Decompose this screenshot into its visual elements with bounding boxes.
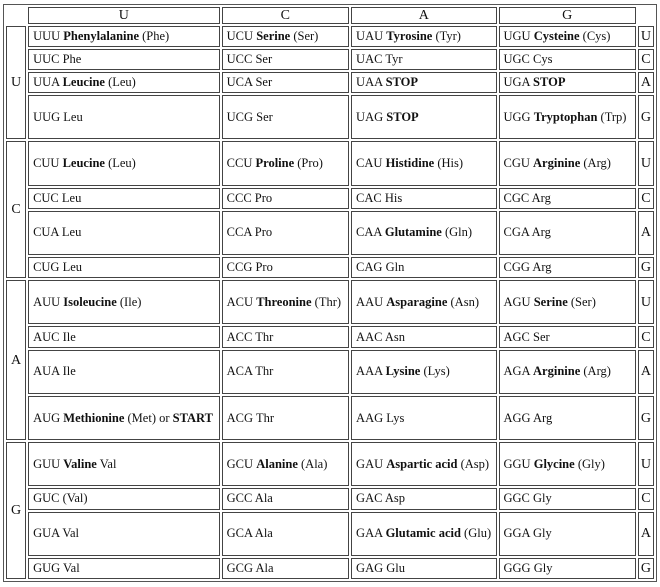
codon-text: UGG xyxy=(503,109,534,124)
codon-text: GUG Val xyxy=(33,560,80,575)
codon-cell-g xyxy=(499,95,636,139)
codon-cell-c xyxy=(222,95,349,139)
codon-text: GGA Gly xyxy=(503,526,552,541)
codon-cell-u xyxy=(28,26,220,47)
codon-row xyxy=(6,442,654,486)
codon-cell-c xyxy=(222,512,349,556)
codon-text: (Tyr) xyxy=(432,29,461,44)
amino-acid-name: Lysine xyxy=(385,364,421,379)
codon-cell-c xyxy=(222,442,349,486)
codon-cell-c xyxy=(222,280,349,324)
codon-cell-u xyxy=(28,49,220,70)
codon-text: CAA xyxy=(356,225,385,240)
codon-cell-a xyxy=(351,558,496,579)
codon-text: (Phe) xyxy=(139,29,170,44)
codon-text: CGU xyxy=(503,156,534,171)
codon-text: UCA Ser xyxy=(226,75,273,90)
codon-cell-g xyxy=(499,512,636,556)
codon-text: ACA Thr xyxy=(226,364,274,379)
codon-text: UCU xyxy=(226,29,257,44)
codon-text: CAU xyxy=(356,156,386,171)
codon-row xyxy=(6,488,654,509)
codon-text: UGC Cys xyxy=(503,52,553,67)
amino-acid-name: STOP xyxy=(533,75,566,90)
codon-text: (Lys) xyxy=(420,364,450,379)
codon-text: AUG xyxy=(33,410,64,425)
codon-text: CUA Leu xyxy=(33,225,82,240)
codon-text: (Gly) xyxy=(574,456,605,471)
amino-acid-name: Phenylalanine xyxy=(63,29,139,44)
amino-acid-name: Leucine xyxy=(62,156,105,171)
amino-acid-name: Tryptophan xyxy=(533,109,598,124)
codon-text: GAG Glu xyxy=(356,560,406,575)
codon-text: (Arg) xyxy=(580,364,611,379)
codon-text: (Ile) xyxy=(116,294,142,309)
codon-text: (Cys) xyxy=(579,29,611,44)
codon-cell-g xyxy=(499,49,636,70)
codon-cell-g xyxy=(499,442,636,486)
codon-cell-a xyxy=(351,488,496,509)
codon-text: GCA Ala xyxy=(226,526,273,541)
codon-cell-c xyxy=(222,141,349,185)
codon-cell-g xyxy=(499,26,636,47)
codon-row xyxy=(6,326,654,347)
codon-text: (Asn) xyxy=(447,294,479,309)
amino-acid-name: STOP xyxy=(386,109,419,124)
codon-cell-u xyxy=(28,72,220,93)
codon-cell-a xyxy=(351,350,496,394)
codon-row xyxy=(6,141,654,185)
codon-cell-u xyxy=(28,280,220,324)
codon-cell-a xyxy=(351,141,496,185)
codon-text: (Arg) xyxy=(580,156,611,171)
codon-cell-c xyxy=(222,72,349,93)
amino-acid-name: Aspartic acid xyxy=(386,456,458,471)
codon-table-body xyxy=(6,26,654,579)
third-base-label: C xyxy=(638,188,654,209)
codon-row xyxy=(6,211,654,255)
codon-text: GGG Gly xyxy=(503,560,553,575)
codon-text: ACU xyxy=(226,294,257,309)
codon-text: UCC Ser xyxy=(226,52,273,67)
codon-cell-g xyxy=(499,188,636,209)
codon-cell-c xyxy=(222,396,349,440)
codon-cell-u xyxy=(28,257,220,278)
codon-cell-a xyxy=(351,188,496,209)
amino-acid-name: STOP xyxy=(385,75,418,90)
codon-text: AUC Ile xyxy=(33,329,76,344)
first-base-label: G xyxy=(6,442,26,579)
codon-cell-u xyxy=(28,512,220,556)
amino-acid-name: Leucine xyxy=(62,75,105,90)
codon-text: (Trp) xyxy=(597,109,627,124)
codon-row xyxy=(6,257,654,278)
codon-cell-c xyxy=(222,350,349,394)
codon-cell-u xyxy=(28,442,220,486)
codon-cell-g xyxy=(499,350,636,394)
codon-cell-a xyxy=(351,512,496,556)
third-base-label: C xyxy=(638,49,654,70)
codon-cell-g xyxy=(499,257,636,278)
codon-text: GGU xyxy=(503,456,534,471)
codon-row xyxy=(6,95,654,139)
codon-row xyxy=(6,350,654,394)
amino-acid-name: Arginine xyxy=(533,156,581,171)
codon-text: UCG Ser xyxy=(226,109,273,124)
codon-cell-u xyxy=(28,396,220,440)
codon-cell-u xyxy=(28,141,220,185)
codon-text: UUC Phe xyxy=(33,52,82,67)
third-base-label: G xyxy=(638,257,654,278)
codon-text: GAA xyxy=(356,526,386,541)
codon-text: (Asp) xyxy=(457,456,490,471)
codon-cell-a xyxy=(351,396,496,440)
codon-cell-a xyxy=(351,72,496,93)
column-header-g: G xyxy=(499,7,636,24)
codon-text: GUU xyxy=(33,456,64,471)
codon-cell-u xyxy=(28,488,220,509)
codon-row xyxy=(6,72,654,93)
amino-acid-name: START xyxy=(172,410,213,425)
amino-acid-name: Serine xyxy=(533,294,568,309)
codon-text: (Pro) xyxy=(294,156,323,171)
codon-text: UAA xyxy=(356,75,386,90)
codon-text: Val xyxy=(96,456,117,471)
codon-text: GCG Ala xyxy=(226,560,274,575)
codon-row xyxy=(6,188,654,209)
codon-row xyxy=(6,396,654,440)
third-base-label: U xyxy=(638,280,654,324)
codon-cell-a xyxy=(351,26,496,47)
codon-row xyxy=(6,512,654,556)
third-base-label: U xyxy=(638,141,654,185)
codon-cell-g xyxy=(499,280,636,324)
codon-cell-c xyxy=(222,188,349,209)
codon-text: (Leu) xyxy=(104,156,136,171)
amino-acid-name: Serine xyxy=(256,29,291,44)
codon-text: UUA xyxy=(33,75,63,90)
third-base-label: G xyxy=(638,558,654,579)
codon-cell-a xyxy=(351,211,496,255)
amino-acid-name: Tyrosine xyxy=(386,29,433,44)
codon-text: CCA Pro xyxy=(226,225,273,240)
third-base-label: C xyxy=(638,326,654,347)
codon-text: UGA xyxy=(503,75,534,90)
amino-acid-name: Valine xyxy=(63,456,97,471)
third-base-label: C xyxy=(638,488,654,509)
third-base-label: U xyxy=(638,442,654,486)
header-row xyxy=(6,7,654,24)
codon-cell-u xyxy=(28,350,220,394)
codon-text: (His) xyxy=(434,156,464,171)
amino-acid-name: Isoleucine xyxy=(63,294,117,309)
codon-cell-a xyxy=(351,257,496,278)
codon-text: AUA Ile xyxy=(33,364,76,379)
codon-cell-a xyxy=(351,49,496,70)
codon-text: (Met) or xyxy=(124,410,173,425)
codon-text: GCU xyxy=(226,456,257,471)
codon-text: CGA Arg xyxy=(503,225,551,240)
codon-text: ACG Thr xyxy=(226,410,274,425)
codon-cell-u xyxy=(28,188,220,209)
codon-text: GAU xyxy=(356,456,387,471)
amino-acid-name: Cysteine xyxy=(533,29,580,44)
codon-text: (Glu) xyxy=(460,526,492,541)
codon-cell-g xyxy=(499,326,636,347)
codon-text: GGC Gly xyxy=(503,491,552,506)
codon-text: AAA xyxy=(356,364,386,379)
codon-text: UAU xyxy=(356,29,387,44)
amino-acid-name: Glutamic acid xyxy=(385,526,461,541)
codon-text: (Ser) xyxy=(290,29,319,44)
codon-text: AGU xyxy=(503,294,534,309)
codon-cell-g xyxy=(499,396,636,440)
codon-text: UUG Leu xyxy=(33,109,83,124)
third-base-label: A xyxy=(638,72,654,93)
codon-text: AUU xyxy=(33,294,64,309)
codon-text: AGC Ser xyxy=(503,329,550,344)
column-header-c: C xyxy=(222,7,349,24)
codon-text: AAC Asn xyxy=(356,329,406,344)
codon-cell-u xyxy=(28,95,220,139)
codon-cell-a xyxy=(351,95,496,139)
amino-acid-name: Methionine xyxy=(63,410,125,425)
codon-text: AGA xyxy=(503,364,534,379)
first-base-label: A xyxy=(6,280,26,440)
codon-cell-u xyxy=(28,326,220,347)
codon-text: UAC Tyr xyxy=(356,52,403,67)
codon-row xyxy=(6,26,654,47)
amino-acid-name: Alanine xyxy=(256,456,298,471)
codon-cell-c xyxy=(222,49,349,70)
codon-text: CUU xyxy=(33,156,63,171)
codon-text: CGC Arg xyxy=(503,190,551,205)
header-corner-right xyxy=(638,7,654,24)
codon-text: UUU xyxy=(33,29,64,44)
codon-text: (Ala) xyxy=(297,456,328,471)
codon-text: CUC Leu xyxy=(33,190,82,205)
codon-cell-a xyxy=(351,280,496,324)
first-base-label: U xyxy=(6,26,26,139)
codon-row xyxy=(6,49,654,70)
codon-cell-g xyxy=(499,558,636,579)
codon-cell-a xyxy=(351,326,496,347)
codon-table xyxy=(3,4,657,582)
codon-text: GUC (Val) xyxy=(33,491,88,506)
codon-text: ACC Thr xyxy=(226,329,274,344)
amino-acid-name: Histidine xyxy=(385,156,435,171)
codon-text: (Ser) xyxy=(567,294,596,309)
codon-cell-g xyxy=(499,488,636,509)
codon-text: (Gln) xyxy=(441,225,473,240)
codon-text: CCU xyxy=(226,156,256,171)
codon-text: CGG Arg xyxy=(503,260,552,275)
amino-acid-name: Glutamine xyxy=(384,225,442,240)
codon-cell-c xyxy=(222,211,349,255)
amino-acid-name: Arginine xyxy=(533,364,581,379)
codon-cell-g xyxy=(499,211,636,255)
codon-text: AAG Lys xyxy=(356,410,405,425)
codon-text: UGU xyxy=(503,29,534,44)
third-base-label: G xyxy=(638,95,654,139)
codon-cell-u xyxy=(28,211,220,255)
codon-text: (Thr) xyxy=(311,294,342,309)
column-header-a: A xyxy=(351,7,496,24)
codon-text: CUG Leu xyxy=(33,260,83,275)
codon-text: GUA Val xyxy=(33,526,80,541)
codon-text: CAG Gln xyxy=(356,260,405,275)
codon-cell-a xyxy=(351,442,496,486)
codon-text: CCG Pro xyxy=(226,260,273,275)
codon-text: UAG xyxy=(356,109,387,124)
codon-text: GAC Asp xyxy=(356,491,406,506)
amino-acid-name: Asparagine xyxy=(386,294,448,309)
codon-row xyxy=(6,280,654,324)
codon-text: GCC Ala xyxy=(226,491,273,506)
codon-cell-c xyxy=(222,257,349,278)
codon-cell-c xyxy=(222,326,349,347)
third-base-label: U xyxy=(638,26,654,47)
codon-cell-c xyxy=(222,488,349,509)
third-base-label: A xyxy=(638,512,654,556)
codon-text: AGG Arg xyxy=(503,410,553,425)
third-base-label: A xyxy=(638,211,654,255)
codon-cell-c xyxy=(222,558,349,579)
codon-cell-c xyxy=(222,26,349,47)
codon-text: (Leu) xyxy=(104,75,136,90)
first-base-label: C xyxy=(6,141,26,278)
amino-acid-name: Threonine xyxy=(256,294,312,309)
third-base-label: A xyxy=(638,350,654,394)
codon-cell-u xyxy=(28,558,220,579)
amino-acid-name: Proline xyxy=(255,156,295,171)
codon-row xyxy=(6,558,654,579)
codon-text: CAC His xyxy=(356,190,403,205)
codon-cell-g xyxy=(499,72,636,93)
column-header-u: U xyxy=(28,7,220,24)
third-base-label: G xyxy=(638,396,654,440)
amino-acid-name: Glycine xyxy=(533,456,575,471)
codon-text: CCC Pro xyxy=(226,190,273,205)
header-corner xyxy=(6,7,26,24)
codon-text: AAU xyxy=(356,294,387,309)
codon-cell-g xyxy=(499,141,636,185)
